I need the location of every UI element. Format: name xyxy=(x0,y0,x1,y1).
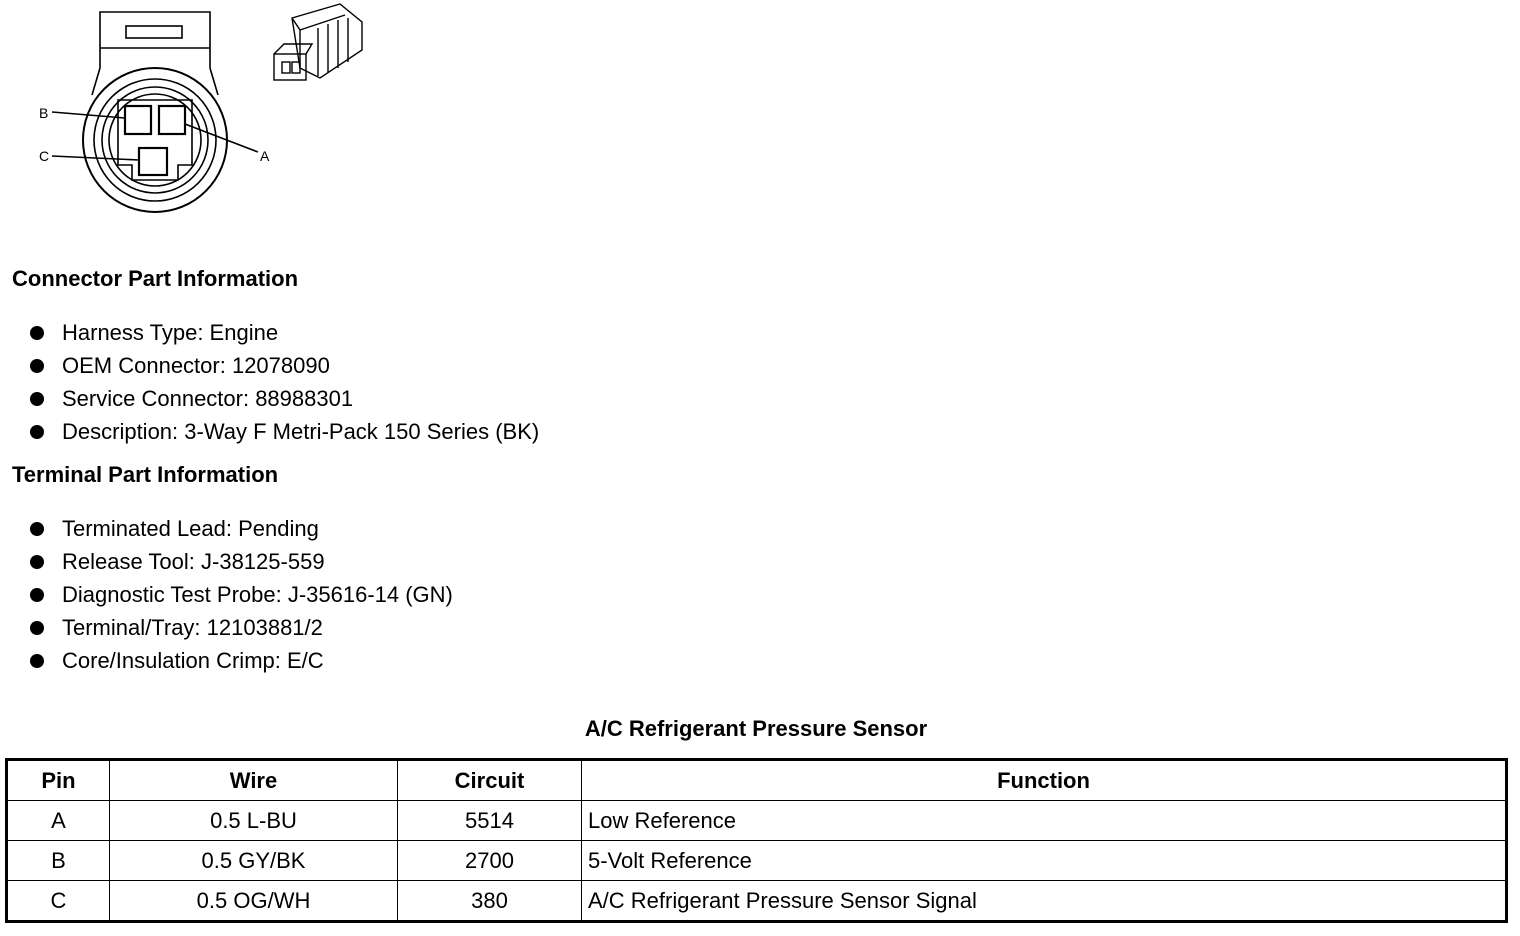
cell-pin: A xyxy=(7,801,110,841)
terminal-part-list xyxy=(26,512,453,677)
pin-label-a: A xyxy=(260,148,270,164)
header-function: Function xyxy=(582,760,1507,801)
list-item: Terminal/Tray: 12103881/2 xyxy=(26,611,453,644)
bullet-icon xyxy=(30,522,44,536)
bullet-icon xyxy=(30,359,44,373)
list-item: Terminated Lead: Pending xyxy=(26,512,453,545)
cell-function: 5-Volt Reference xyxy=(582,841,1507,881)
bullet-icon xyxy=(30,654,44,668)
cell-circuit: 5514 xyxy=(398,801,582,841)
list-item: OEM Connector: 12078090 xyxy=(26,349,539,382)
terminal-part-heading: Terminal Part Information xyxy=(12,462,279,487)
bullet-icon xyxy=(30,392,44,406)
cell-function: A/C Refrigerant Pressure Sensor Signal xyxy=(582,881,1507,922)
list-item: Core/Insulation Crimp: E/C xyxy=(26,644,453,677)
cell-circuit: 2700 xyxy=(398,841,582,881)
list-item: Description: 3-Way F Metri-Pack 150 Series (BK) xyxy=(26,415,539,448)
list-item: Diagnostic Test Probe: J-35616-14 (GN) xyxy=(26,578,453,611)
table-row xyxy=(7,841,1507,881)
header-circuit: Circuit xyxy=(398,760,582,801)
bullet-icon xyxy=(30,588,44,602)
cell-pin: B xyxy=(7,841,110,881)
table-row xyxy=(7,881,1507,922)
list-item: Release Tool: J-38125-559 xyxy=(26,545,453,578)
bullet-icon xyxy=(30,555,44,569)
bullet-icon xyxy=(30,425,44,439)
header-wire: Wire xyxy=(110,760,398,801)
bullet-icon xyxy=(30,621,44,635)
list-item: Harness Type: Engine xyxy=(26,316,539,349)
table-row xyxy=(7,801,1507,841)
connector-part-list xyxy=(26,316,539,448)
connector-perspective-icon xyxy=(274,4,362,80)
bullet-icon xyxy=(30,326,44,340)
cell-wire: 0.5 GY/BK xyxy=(110,841,398,881)
connector-diagram xyxy=(0,0,400,225)
table-header-row xyxy=(7,760,1507,801)
pin-label-b: B xyxy=(39,105,49,121)
pin-label-c: C xyxy=(39,148,50,164)
cell-pin: C xyxy=(7,881,110,922)
cell-wire: 0.5 L-BU xyxy=(110,801,398,841)
cell-wire: 0.5 OG/WH xyxy=(110,881,398,922)
cell-function: Low Reference xyxy=(582,801,1507,841)
header-pin: Pin xyxy=(7,760,110,801)
pin-table xyxy=(5,758,1508,923)
cell-circuit: 380 xyxy=(398,881,582,922)
table-title: A/C Refrigerant Pressure Sensor xyxy=(584,716,928,741)
list-item: Service Connector: 88988301 xyxy=(26,382,539,415)
connector-part-heading: Connector Part Information xyxy=(12,266,299,291)
